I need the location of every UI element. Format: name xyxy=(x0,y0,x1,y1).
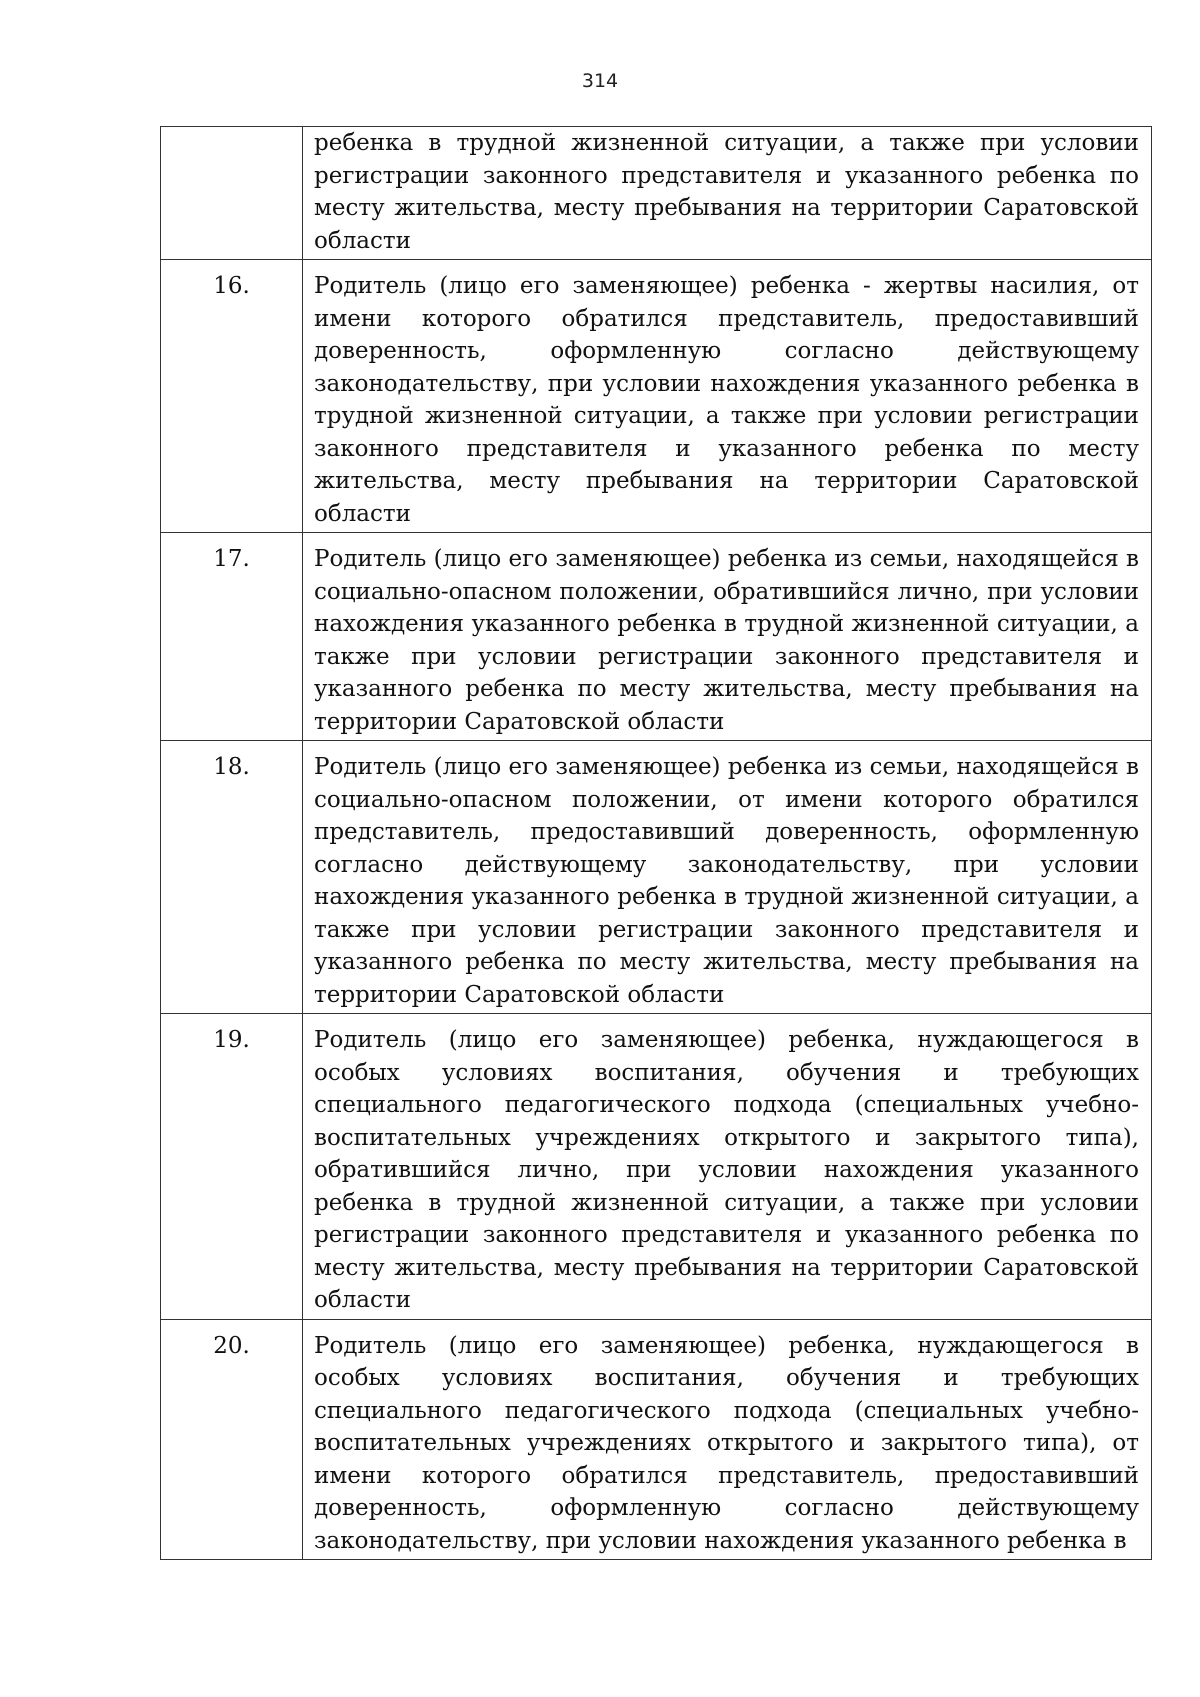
row-number: 16. xyxy=(161,260,303,533)
row-text: Родитель (лицо его заменяющее) ребенка из семьи, находящейся в социально-опасном положении, от имени которого обратился представитель, предоставивший доверенность, оформленную согласно действующему законодательству, при условии нахождения указанного ребенка в трудной жизненной ситуации, а также при условии регистрации законного представителя и указанного ребенка по месту жительства, месту пребывания на территории Саратовской области xyxy=(303,741,1152,1014)
table-row xyxy=(161,741,1152,1014)
row-number: 20. xyxy=(161,1319,303,1560)
row-number: 17. xyxy=(161,533,303,741)
row-number: 18. xyxy=(161,741,303,1014)
row-text: Родитель (лицо его заменяющее) ребенка, нуждающегося в особых условиях воспитания, обучения и требующих специального педагогического подхода (специальных учебно-воспитательных учреждениях открытого и закрытого типа), обратившийся лично, при условии нахождения указанного ребенка в трудной жизненной ситуации, а также при условии регистрации законного представителя и указанного ребенка по месту жительства, месту пребывания на территории Саратовской области xyxy=(303,1014,1152,1320)
row-text: ребенка в трудной жизненной ситуации, а также при условии регистрации законного представителя и указанного ребенка по месту жительства, месту пребывания на территории Саратовской области xyxy=(303,127,1152,260)
table-row xyxy=(161,533,1152,741)
table-row xyxy=(161,1319,1152,1560)
row-text: Родитель (лицо его заменяющее) ребенка - жертвы насилия, от имени которого обратился представитель, предоставивший доверенность, оформленную согласно действующему законодательству, при условии нахождения указанного ребенка в трудной жизненной ситуации, а также при условии регистрации законного представителя и указанного ребенка по месту жительства, месту пребывания на территории Саратовской области xyxy=(303,260,1152,533)
table-row xyxy=(161,260,1152,533)
row-text: Родитель (лицо его заменяющее) ребенка, нуждающегося в особых условиях воспитания, обучения и требующих специального педагогического подхода (специальных учебно-воспитательных учреждениях открытого и закрытого типа), от имени которого обратился представитель, предоставивший доверенность, оформленную согласно действующему законодательству, при условии нахождения указанного ребенка в xyxy=(303,1319,1152,1560)
table-row xyxy=(161,1014,1152,1320)
row-text: Родитель (лицо его заменяющее) ребенка из семьи, находящейся в социально-опасном положении, обратившийся лично, при условии нахождения указанного ребенка в трудной жизненной ситуации, а также при условии регистрации законного представителя и указанного ребенка по месту жительства, месту пребывания на территории Саратовской области xyxy=(303,533,1152,741)
row-number xyxy=(161,127,303,260)
document-table xyxy=(160,126,1152,1560)
row-number: 19. xyxy=(161,1014,303,1320)
page-number: 314 xyxy=(581,70,619,92)
table-row xyxy=(161,127,1152,260)
